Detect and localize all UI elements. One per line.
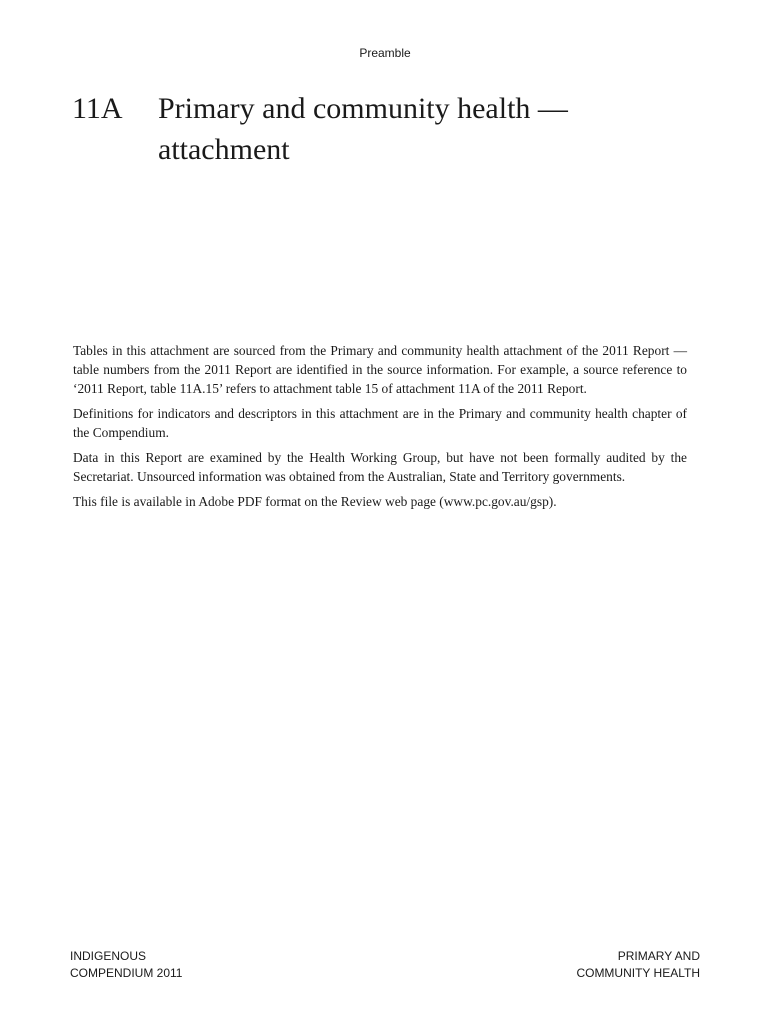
page-title xyxy=(72,88,712,170)
chapter-title xyxy=(158,88,712,170)
chapter-number: 11A xyxy=(72,92,123,125)
chapter-title-line-1: Primary and community health — xyxy=(158,92,568,125)
footer-right-line-2: COMMUNITY HEALTH xyxy=(576,966,700,980)
paragraph-sources: Tables in this attachment are sourced from the Primary and community health attachment of the 2011 Report — table numbers from the 2011 Report are identified in the source information. For example, a source reference to ‘2011 Report, table 11A.15’ refers to attachment table 15 of attachment 11A of the 2011 Report. xyxy=(73,343,687,396)
chapter-title-line-2: attachment xyxy=(158,133,290,166)
paragraph-data-audit: Data in this Report are examined by the Health Working Group, but have not been formally audited by the Secretariat. Unsourced information was obtained from the Australian, State and Territory governments. xyxy=(73,450,687,484)
footer-left-line-1: INDIGENOUS xyxy=(70,949,147,963)
footer-right xyxy=(576,948,700,982)
body-text xyxy=(73,341,687,517)
footer-left xyxy=(70,948,182,982)
paragraph-definitions: Definitions for indicators and descriptors in this attachment are in the Primary and community health chapter of the Compendium. xyxy=(73,406,687,440)
running-header: Preamble xyxy=(359,46,411,60)
footer-right-line-1: PRIMARY AND xyxy=(617,949,700,963)
paragraph-availability: This file is available in Adobe PDF format on the Review web page (www.pc.gov.au/gsp). xyxy=(73,494,557,509)
footer-left-line-2: COMPENDIUM 2011 xyxy=(70,966,183,980)
